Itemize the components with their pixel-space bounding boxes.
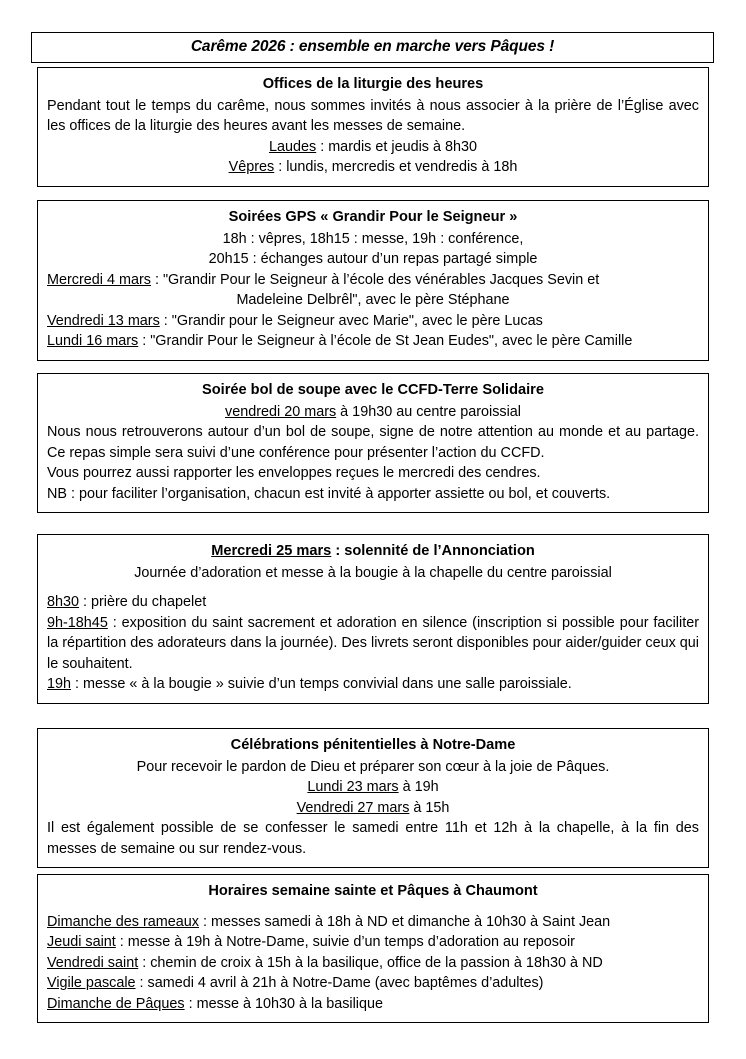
soupe-subheading bbox=[47, 402, 699, 422]
annonciation-subheading: Journée d’adoration et messe à la bougie à la chapelle du centre paroissial bbox=[134, 564, 612, 581]
annonciation-entry-2 bbox=[47, 613, 699, 674]
semaine-sainte-entry-5 bbox=[47, 994, 699, 1014]
soupe-paragraph-1: Nous nous retrouverons autour d’un bol de soupe, signe de notre attention au monde et au partage. Ce repas simple sera suivi d’une conférence pour présenter l’action du CCFD. bbox=[47, 424, 699, 461]
section-heading: Soirée bol de soupe avec le CCFD-Terre Solidaire bbox=[202, 382, 544, 398]
office-detail-laudes: : mardis et jeudis à 8h30 bbox=[316, 138, 477, 155]
penitentielles-date-1-label: Lundi 23 mars bbox=[307, 779, 399, 796]
document-title-box bbox=[31, 32, 714, 63]
penitentielles-date-1-time: à 19h bbox=[398, 779, 439, 796]
gps-session-2-date: Vendredi 13 mars bbox=[47, 312, 160, 329]
annonciation-detail-3: : messe « à la bougie » suivie d’un temps convivial dans une salle paroissiale. bbox=[71, 676, 572, 693]
section-heading: Soirées GPS « Grandir Pour le Seigneur » bbox=[228, 209, 518, 225]
semaine-sainte-detail-3: : chemin de croix à 15h à la basilique, office de la passion à 18h30 à ND bbox=[138, 954, 603, 971]
section-semaine-sainte bbox=[37, 874, 709, 1023]
soupe-paragraph-2: Vous pourrez aussi rapporter les enveloppes reçues le mercredi des cendres. bbox=[47, 465, 541, 482]
semaine-sainte-detail-4: : samedi 4 avril à 21h à Notre-Dame (avec baptêmes d’adultes) bbox=[135, 975, 544, 992]
semaine-sainte-detail-5: : messe à 10h30 à la basilique bbox=[184, 995, 384, 1012]
semaine-sainte-label-5: Dimanche de Pâques bbox=[47, 995, 185, 1012]
semaine-sainte-entry-3 bbox=[47, 953, 699, 973]
gps-schedule-line-2: 20h15 : échanges autour d’un repas partagé simple bbox=[208, 251, 538, 268]
gps-session-1-continuation: Madeleine Delbrêl", avec le père Stéphane bbox=[236, 292, 510, 309]
gps-session-2 bbox=[47, 311, 699, 331]
annonciation-time-3: 19h bbox=[47, 676, 72, 693]
annonciation-detail-1: : prière du chapelet bbox=[79, 594, 207, 611]
gps-session-3-date: Lundi 16 mars bbox=[47, 333, 139, 350]
section-bol-de-soupe-ccfd bbox=[37, 373, 709, 513]
semaine-sainte-entry-1 bbox=[47, 912, 699, 932]
section-celebrations-penitentielles bbox=[37, 728, 709, 868]
semaine-sainte-entry-2 bbox=[47, 932, 699, 952]
annonciation-time-1: 8h30 bbox=[47, 594, 80, 611]
penitentielles-intro: Pour recevoir le pardon de Dieu et préparer son cœur à la joie de Pâques. bbox=[136, 758, 610, 775]
penitentielles-date-2 bbox=[47, 798, 699, 818]
semaine-sainte-detail-1: : messes samedi à 18h à ND et dimanche à 10h30 à Saint Jean bbox=[198, 913, 611, 930]
semaine-sainte-entry-4 bbox=[47, 973, 699, 993]
office-label-vepres: Vêpres bbox=[228, 159, 275, 176]
office-entry-vepres bbox=[47, 157, 699, 177]
office-label-laudes: Laudes bbox=[268, 138, 317, 155]
section-offices-liturgie-heures bbox=[37, 67, 709, 187]
annonciation-time-2: 9h-18h45 bbox=[47, 614, 108, 631]
soupe-time-place: à 19h30 au centre paroissial bbox=[336, 403, 521, 420]
gps-session-2-detail: : "Grandir pour le Seigneur avec Marie", avec le père Lucas bbox=[159, 312, 543, 329]
soupe-paragraph-3: NB : pour faciliter l’organisation, chacun est invité à apporter assiette ou bol, et couverts. bbox=[47, 485, 611, 502]
soupe-date: vendredi 20 mars bbox=[225, 403, 337, 420]
section-heading bbox=[47, 542, 699, 561]
gps-session-3-detail: : "Grandir Pour le Seigneur à l’école de St Jean Eudes", avec le père Camille bbox=[138, 333, 633, 350]
penitentielles-note: Il est également possible de se confesser le samedi entre 11h et 12h à la chapelle, à la fin des messes de semaine ou sur rendez-vous. bbox=[47, 820, 699, 857]
annonciation-entry-1 bbox=[47, 592, 699, 612]
annonciation-date: Mercredi 25 mars bbox=[211, 543, 332, 559]
spacer bbox=[47, 583, 699, 592]
office-entry-laudes bbox=[47, 137, 699, 157]
gps-session-1-date: Mercredi 4 mars bbox=[47, 271, 151, 288]
office-detail-vepres: : lundis, mercredis et vendredis à 18h bbox=[274, 159, 518, 176]
gps-session-3 bbox=[47, 331, 699, 351]
penitentielles-date-1 bbox=[47, 777, 699, 797]
gps-schedule-line-1: 18h : vêpres, 18h15 : messe, 19h : conférence, bbox=[222, 230, 524, 247]
page-title: Carême 2026 : ensemble en marche vers Pâques ! bbox=[190, 38, 555, 55]
gps-session-1-detail: : "Grandir Pour le Seigneur à l’école des vénérables Jacques Sevin et bbox=[150, 271, 600, 288]
gps-session-1 bbox=[47, 270, 699, 290]
penitentielles-date-2-label: Vendredi 27 mars bbox=[296, 799, 410, 816]
semaine-sainte-detail-2: : messe à 19h à Notre-Dame, suivie d’un temps d’adoration au reposoir bbox=[115, 934, 575, 951]
section-heading: Offices de la liturgie des heures bbox=[262, 76, 484, 92]
section-heading: Célébrations pénitentielles à Notre-Dame bbox=[230, 737, 516, 753]
section-soirees-gps bbox=[37, 200, 709, 361]
section-heading: Horaires semaine sainte et Pâques à Chaumont bbox=[208, 883, 538, 899]
semaine-sainte-label-2: Jeudi saint bbox=[47, 934, 116, 951]
semaine-sainte-label-1: Dimanche des rameaux bbox=[47, 913, 199, 930]
annonciation-entry-3 bbox=[47, 674, 699, 694]
semaine-sainte-label-3: Vendredi saint bbox=[47, 954, 139, 971]
section-annonciation bbox=[37, 534, 709, 704]
annonciation-detail-2: : exposition du saint sacrement et adoration en silence (inscription si possible pour faciliter la répartition des adorateurs dans la journée). Des livrets seront disponibles pour aider/guider ceux qui le souhaitent. bbox=[47, 614, 699, 672]
section-paragraph: Pendant tout le temps du carême, nous sommes invités à nous associer à la prière de l’Église avec les offices de la liturgie des heures avant les messes de semaine. bbox=[47, 97, 699, 135]
spacer bbox=[47, 903, 699, 912]
semaine-sainte-label-4: Vigile pascale bbox=[47, 975, 136, 992]
penitentielles-date-2-time: à 15h bbox=[409, 799, 450, 816]
annonciation-heading-rest: : solennité de l’Annonciation bbox=[331, 543, 535, 559]
